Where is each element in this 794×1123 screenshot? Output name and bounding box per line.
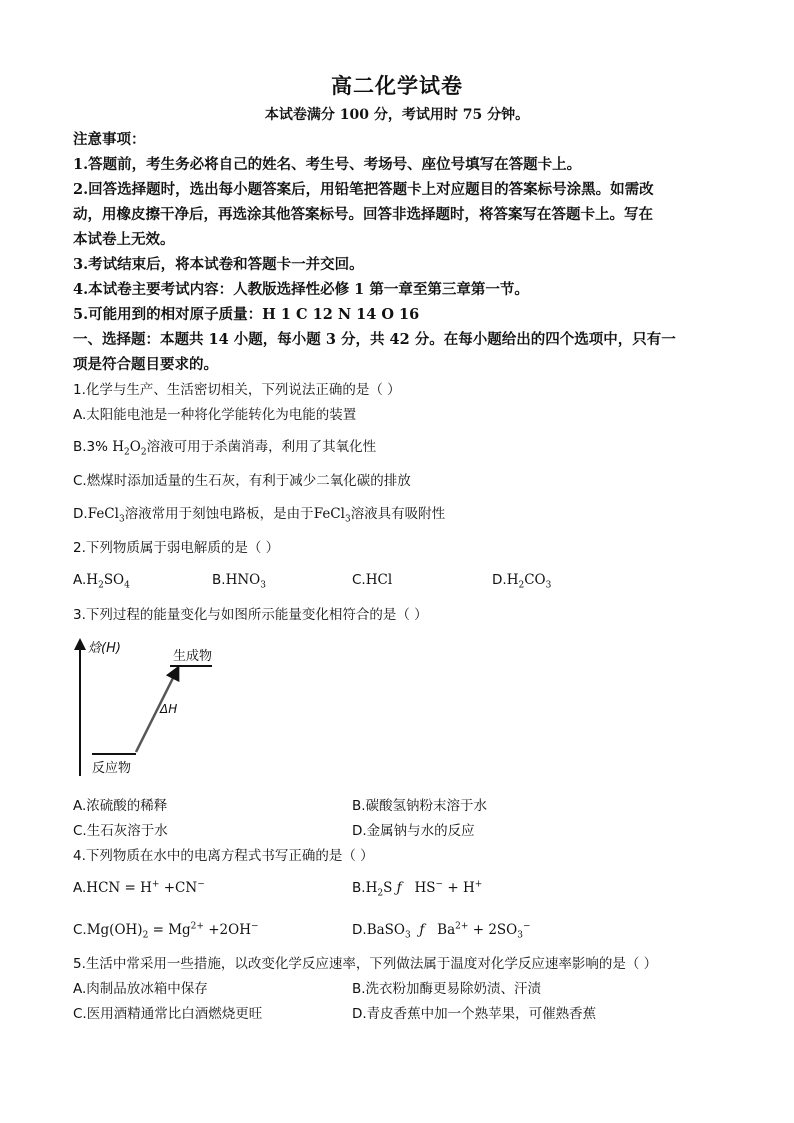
q2-option-c-letter: C. [352, 572, 366, 588]
q3-option-c: C.生石灰溶于水 [73, 823, 168, 839]
q4-option-b [352, 878, 482, 898]
q4-stem: 4.下列物质在水中的电离方程式书写正确的是（ ） [73, 848, 374, 864]
note-3: 3.考试结束后，将本试卷和答题卡一并交回。 [73, 256, 364, 273]
q1-option-d-mid: 溶液常用于刻蚀电路板，是由于 [124, 506, 314, 522]
reactant-label: 反应物 [92, 761, 132, 776]
q1-option-b-prefix: B.3% [73, 439, 113, 455]
q2-option-b-letter: B. [212, 572, 226, 588]
y-axis-label: 焓(H) [88, 641, 121, 656]
formula-fecl3: FeCl$_3$ [313, 506, 351, 525]
page-subtitle: 本试卷满分 100 分，考试用时 75 分钟。 [264, 107, 530, 123]
q5-option-b: B.洗衣粉加酶更易除奶渍、汗渍 [352, 981, 542, 997]
q2-option-d [492, 570, 551, 590]
q1-option-b [73, 437, 376, 457]
page-title: 高二化学试卷 [331, 73, 463, 98]
q2-option-c [352, 570, 392, 590]
formula-h2co3: $H_2CO_3$ [506, 572, 552, 591]
formula-h2so4: $H_2SO_4$ [86, 572, 130, 591]
q4-option-c-letter: C. [73, 922, 87, 938]
equation-mgoh2: $Mg(OH)_2 = Mg^{2+} +2OH^-$ [86, 921, 259, 941]
q2-option-a [73, 570, 130, 590]
q5-option-c: C.医用酒精通常比白酒燃烧更旺 [73, 1006, 263, 1022]
q3-option-d: D.金属钠与水的反应 [352, 823, 475, 839]
q4-option-a [73, 878, 205, 898]
q3-option-b: B.碳酸氢钠粉末溶于水 [352, 798, 488, 814]
q5-option-d: D.青皮香蕉中加一个熟苹果，可催熟香蕉 [352, 1006, 597, 1022]
q2-option-d-letter: D. [492, 572, 507, 588]
q1-option-d-suffix: 溶液具有吸附性 [350, 506, 446, 522]
section-1-line-2: 项是符合题目要求的。 [73, 356, 218, 373]
q1-stem: 1.化学与生产、生活密切相关，下列说法正确的是（ ） [73, 382, 401, 398]
formula-h2o2: $H_2O_2$ [112, 439, 147, 458]
formula-hno3: $HNO_3$ [225, 572, 266, 591]
q1-option-b-suffix: 溶液可用于杀菌消毒，利用了其氧化性 [146, 439, 377, 455]
note-5: 5.可能用到的相对原子质量：H 1 C 12 N 14 O 16 [73, 306, 420, 323]
q3-stem: 3.下列过程的能量变化与如图所示能量变化相符合的是（ ） [73, 607, 428, 623]
note-2-line-2: 动，用橡皮擦干净后，再选涂其他答案标号。回答非选择题时，将答案写在答题卡上。写在 [73, 206, 653, 223]
q1-option-d-prefix: D. [73, 506, 88, 522]
note-1: 1.答题前，考生务必将自己的姓名、考生号、考场号、座位号填写在答题卡上。 [73, 156, 582, 173]
q2-option-b [212, 570, 266, 590]
note-4: 4.本试卷主要考试内容：人教版选择性必修 1 第一章至第三章第一节。 [73, 281, 529, 298]
q2-option-a-letter: A. [73, 572, 87, 588]
q1-option-d [73, 504, 445, 524]
q5-stem: 5.生活中常采用一些措施，以改变化学反应速率，下列做法属于温度对化学反应速率影响的是（ ） [73, 956, 658, 972]
q4-option-d-letter: D. [352, 922, 367, 938]
q4-option-a-letter: A. [73, 880, 87, 896]
q4-option-b-letter: B. [352, 880, 366, 896]
section-1-line-1: 一、选择题：本题共 14 小题，每小题 3 分，共 42 分。在每小题给出的四个选项中，只有一 [73, 331, 676, 348]
q4-option-d [352, 920, 531, 940]
note-2-line-3: 本试卷上无效。 [73, 231, 175, 248]
q5-option-a: A.肉制品放冰箱中保存 [73, 981, 208, 997]
notes-heading: 注意事项： [73, 131, 146, 148]
q2-stem: 2.下列物质属于弱电解质的是（ ） [73, 540, 280, 556]
q4-option-c [73, 920, 259, 940]
q3-option-a: A.浓硫酸的稀释 [73, 798, 168, 814]
formula-fecl3: FeCl$_3$ [87, 506, 125, 525]
product-label: 生成物 [173, 649, 213, 664]
q1-option-c: C.燃煤时添加适量的生石灰，有利于减少二氧化碳的排放 [73, 473, 411, 489]
equation-h2s: $H_2S$ ƒ HS− + H+ [365, 879, 483, 899]
equation-hcn: HCN = H+ +CN− [86, 879, 205, 896]
energy-diagram [70, 636, 230, 781]
formula-hcl: HCl [365, 572, 393, 588]
delta-h-label: ΔH [160, 702, 178, 716]
q1-option-a: A.太阳能电池是一种将化学能转化为电能的装置 [73, 407, 357, 423]
equation-baso3: BaSO$_3$ ƒ $Ba^{2+} + 2SO_3^-$ [366, 921, 531, 941]
note-2-line-1: 2.回答选择题时，选出每小题答案后，用铅笔把答题卡上对应题目的答案标号涂黑。如需改 [73, 181, 654, 198]
